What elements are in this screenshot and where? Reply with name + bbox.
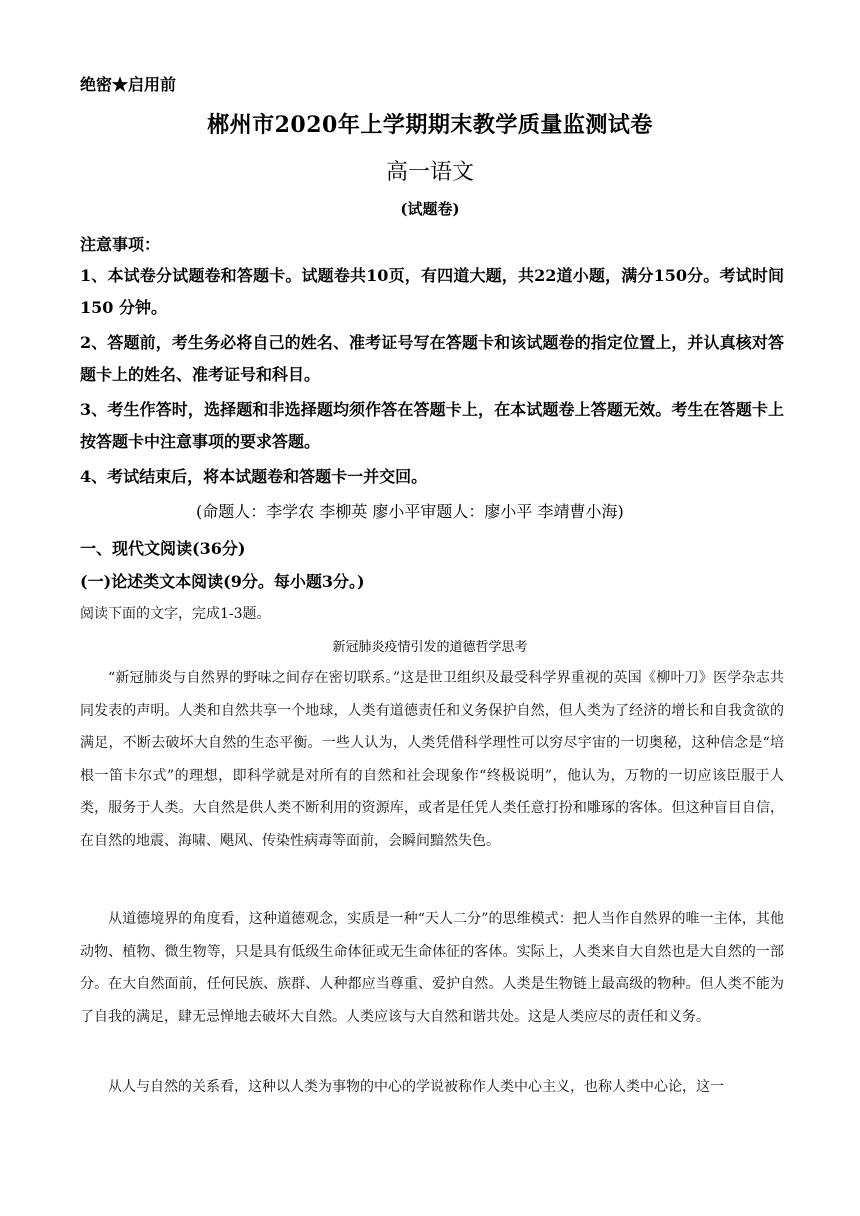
- paper-label: (试题卷): [400, 200, 460, 218]
- section-heading: 一、现代文阅读(36分): [80, 539, 246, 558]
- notes-heading: 注意事项：: [80, 235, 161, 254]
- article-paragraph: 从道德境界的角度看，这种道德观念，实质是一种“天人二分”的思维模式：把人当作自然界的唯一主体，其他动物、植物、微生物等，只是具有低级生命体征或无生命体征的客体。实际上，人类来自大自然也是大自然的一部分。在大自然面前，任何民族、族群、人种都应当尊重、爱护自然。人类是生物链上最高级的物种。但人类不能为了自我的满足，肆无忌惮地去破坏大自然。人类应该与大自然和谐共处。这是人类应尽的责任和义务。: [80, 911, 784, 1025]
- article-paragraph: 从人与自然的关系看，这种以人类为事物的中心的学说被称作人类中心主义，也称人类中心论，这一: [108, 1079, 724, 1095]
- note-item: 4、考试结束后，将本试题卷和答题卡一并交回。: [80, 467, 428, 486]
- note-item: 2、答题前，考生务必将自己的姓名、准考证号写在答题卡和该试题卷的指定位置上，并认真核对答题卡上的姓名、准考证号和科目。: [80, 333, 784, 384]
- article-paragraph: “新冠肺炎与自然界的野味之间存在密切联系。”这是世卫组织及最受科学界重视的英国《柳叶刀》医学杂志共同发表的声明。人类和自然共享一个地球，人类有道德责任和义务保护自然，但人类为了经济的增长和自我贪欲的满足，不断去破坏大自然的生态平衡。一些人认为，人类凭借科学理性可以穷尽宇宙的一切奥秘，这种信念是“培根一笛卡尔式”的理想，即科学就是对所有的自然和社会现象作“终极说明”，他认为，万物的一切应该臣服于人类，服务于人类。大自然是供人类不断利用的资源库，或者是任凭人类任意打扮和雕琢的客体。但这种盲目自信，在自然的地震、海啸、飓风、传染性病毒等面前，会瞬间黯然失色。: [80, 670, 784, 849]
- article-title: 新冠肺炎疫情引发的道德哲学思考: [332, 640, 528, 655]
- authors-line: (命题人：李学农 李柳英 廖小平审题人：廖小平 李靖曹小海): [196, 502, 624, 521]
- subject-title: 高一语文: [385, 160, 474, 185]
- note-item: 1、本试卷分试题卷和答题卡。试题卷共10页，有四道大题，共22道小题，满分150分。考试时间150 分钟。: [80, 266, 784, 317]
- exam-title: 郴州市2020年上学期期末教学质量监测试卷: [207, 112, 653, 138]
- confidential-label: 绝密★启用前: [80, 75, 177, 94]
- subsection-heading: (一)论述类文本阅读(9分。每小题3分。): [80, 572, 365, 591]
- reading-instruction: 阅读下面的文字，完成1-3题。: [80, 606, 271, 622]
- note-item: 3、考生作答时，选择题和非选择题均须作答在答题卡上，在本试题卷上答题无效。考生在答题卡上按答题卡中注意事项的要求答题。: [80, 400, 784, 451]
